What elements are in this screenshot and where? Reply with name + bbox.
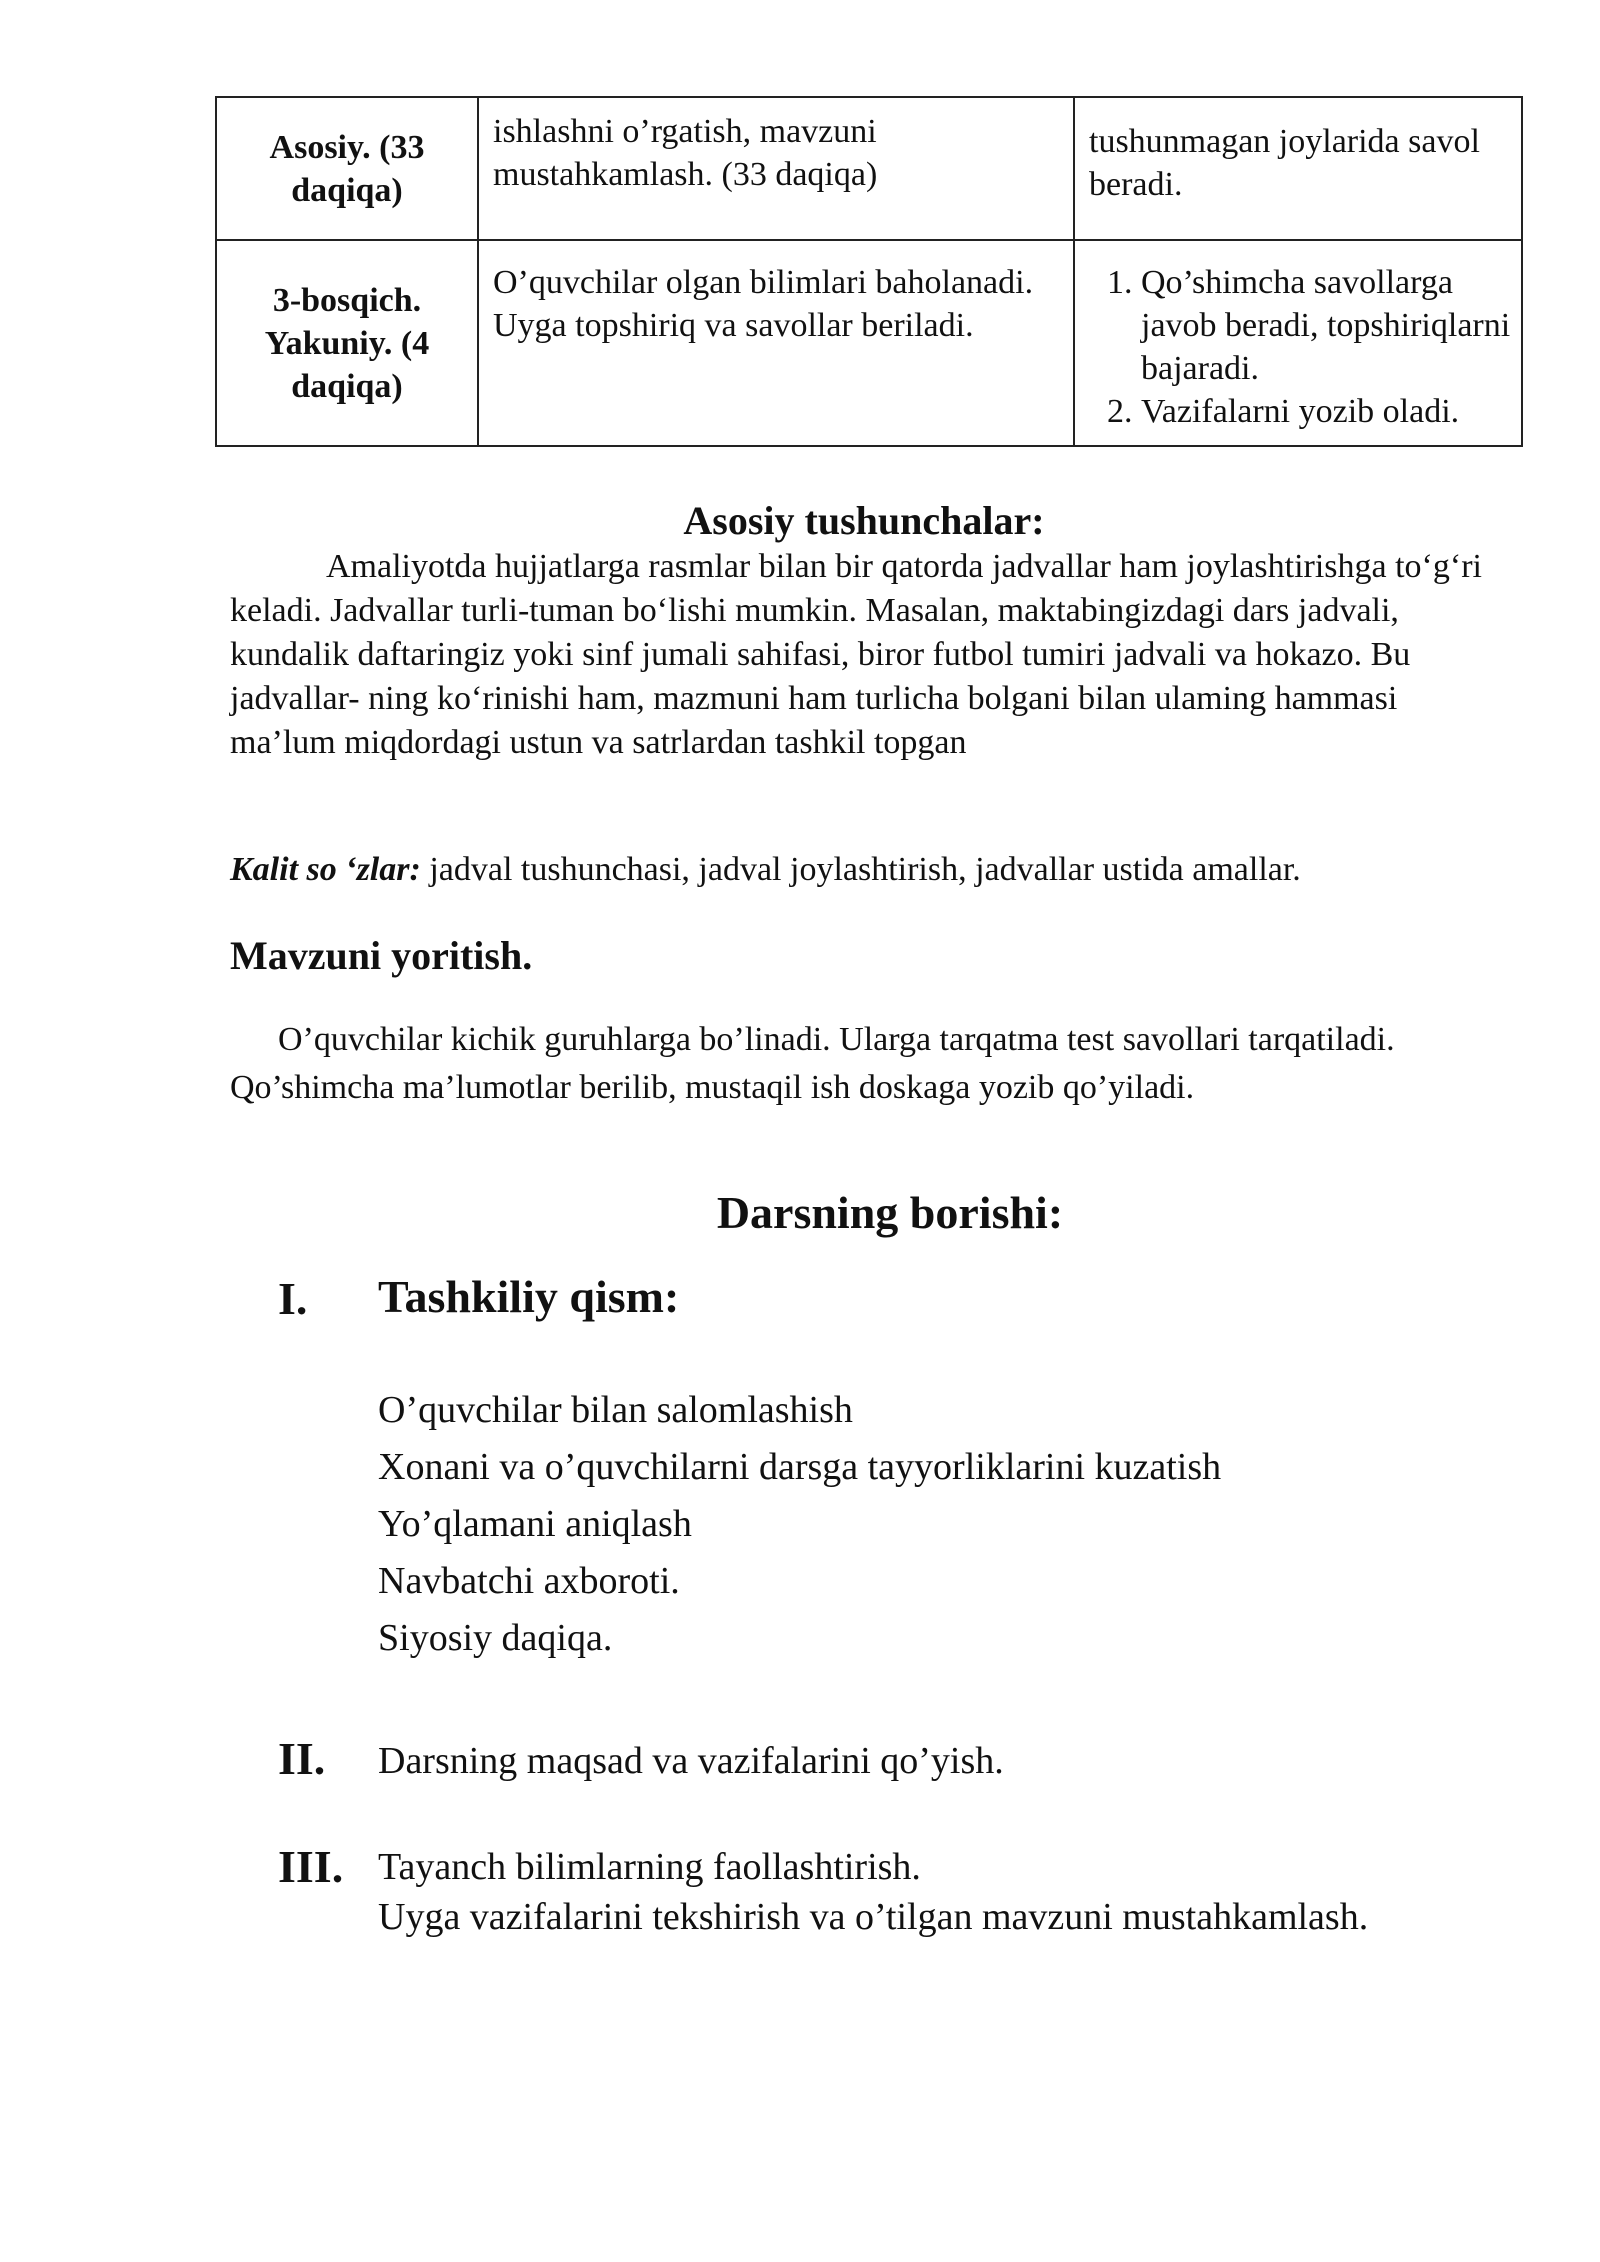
progress-heading: Darsning borishi: — [716, 1187, 1064, 1238]
student-activity-list — [1089, 261, 1511, 433]
list-item: Siyosiy daqiqa. — [378, 1617, 613, 1659]
list-item: Yo’qlamani aniqlash — [378, 1503, 692, 1545]
table-row — [216, 240, 1522, 446]
topic-paragraph: O’quvchilar kichik guruhlarga bo’linadi. Ularga tarqatma test savollari tarqatiladi. Qo’shimcha ma’lumotlar berilib, mustaqil ish doskaga yozib qo’yiladi. — [230, 1021, 1395, 1106]
list-item: Navbatchi axboroti. — [378, 1560, 680, 1602]
teacher-activity-cell — [478, 240, 1074, 446]
section-title-block — [378, 1842, 1378, 1942]
keywords-line — [230, 848, 1490, 892]
section-number: II. — [278, 1733, 326, 1784]
list-item: 2. Vazifalarni yozib oladi. — [1141, 390, 1511, 433]
list-item: O’quvchilar bilan salomlashish — [378, 1389, 853, 1431]
section-title: Darsning maqsad va vazifalarini qo’yish. — [378, 1740, 1004, 1782]
section-number: I. — [278, 1273, 308, 1324]
keywords-text: jadval tushunchasi, jadval joylashtirish, jadvallar ustida amallar. — [420, 851, 1301, 888]
topic-heading: Mavzuni yoritish. — [230, 933, 533, 978]
section-title: Tayanch bilimlarning faollashtirish. — [378, 1846, 921, 1888]
organizational-steps-list — [378, 1382, 1221, 1667]
student-activity-cell: tushunmagan joylarida savol beradi. — [1074, 97, 1522, 240]
teacher-activity-cell: ishlashni o’rgatish, mavzuni mustahkamlash. (33 daqiqa) — [478, 97, 1074, 240]
teacher-activity-line: O’quvchilar olgan bilimlari baholanadi. — [493, 264, 1034, 301]
student-activity-cell — [1074, 240, 1522, 446]
list-item: 1. Qo’shimcha savollarga javob beradi, topshiriqlarni bajaradi. — [1141, 261, 1511, 390]
lesson-plan-table — [215, 96, 1523, 447]
keywords-label: Kalit so ‘zlar: — [230, 851, 421, 888]
section-number: III. — [278, 1841, 344, 1892]
stage-cell: 3-bosqich. Yakuniy. (4 daqiqa) — [216, 240, 478, 446]
concepts-heading: Asosiy tushunchalar: — [683, 498, 1045, 543]
table-row — [216, 97, 1522, 240]
teacher-activity-line: Uyga topshiriq va savollar beriladi. — [493, 307, 974, 344]
concepts-paragraph: Amaliyotda hujjatlarga rasmlar bilan bir qatorda jadvallar ham joylashtirishga to‘g‘ri keladi. Jadvallar turli-tuman bo‘lishi mumkin. Masalan, maktabingizdagi dars jadvali, kundalik daftaringiz yoki sinf jumali sahifasi, biror futbol tumiri jadvali va hokazo. Bu jadvallar- ning ko‘rinishi ham, mazmuni ham turlicha bolgani bilan ulaming hammasi ma’lum miqdordagi ustun va satrlardan tashkil topgan — [230, 548, 1482, 761]
stage-cell: Asosiy. (33 daqiqa) — [216, 97, 478, 240]
section-subtitle: Uyga vazifalarini tekshirish va o’tilgan mavzuni mustahkamlash. — [378, 1896, 1369, 1938]
section-title: Tashkiliy qism: — [378, 1271, 680, 1322]
list-item: Xonani va o’quvchilarni darsga tayyorliklarini kuzatish — [378, 1446, 1222, 1488]
